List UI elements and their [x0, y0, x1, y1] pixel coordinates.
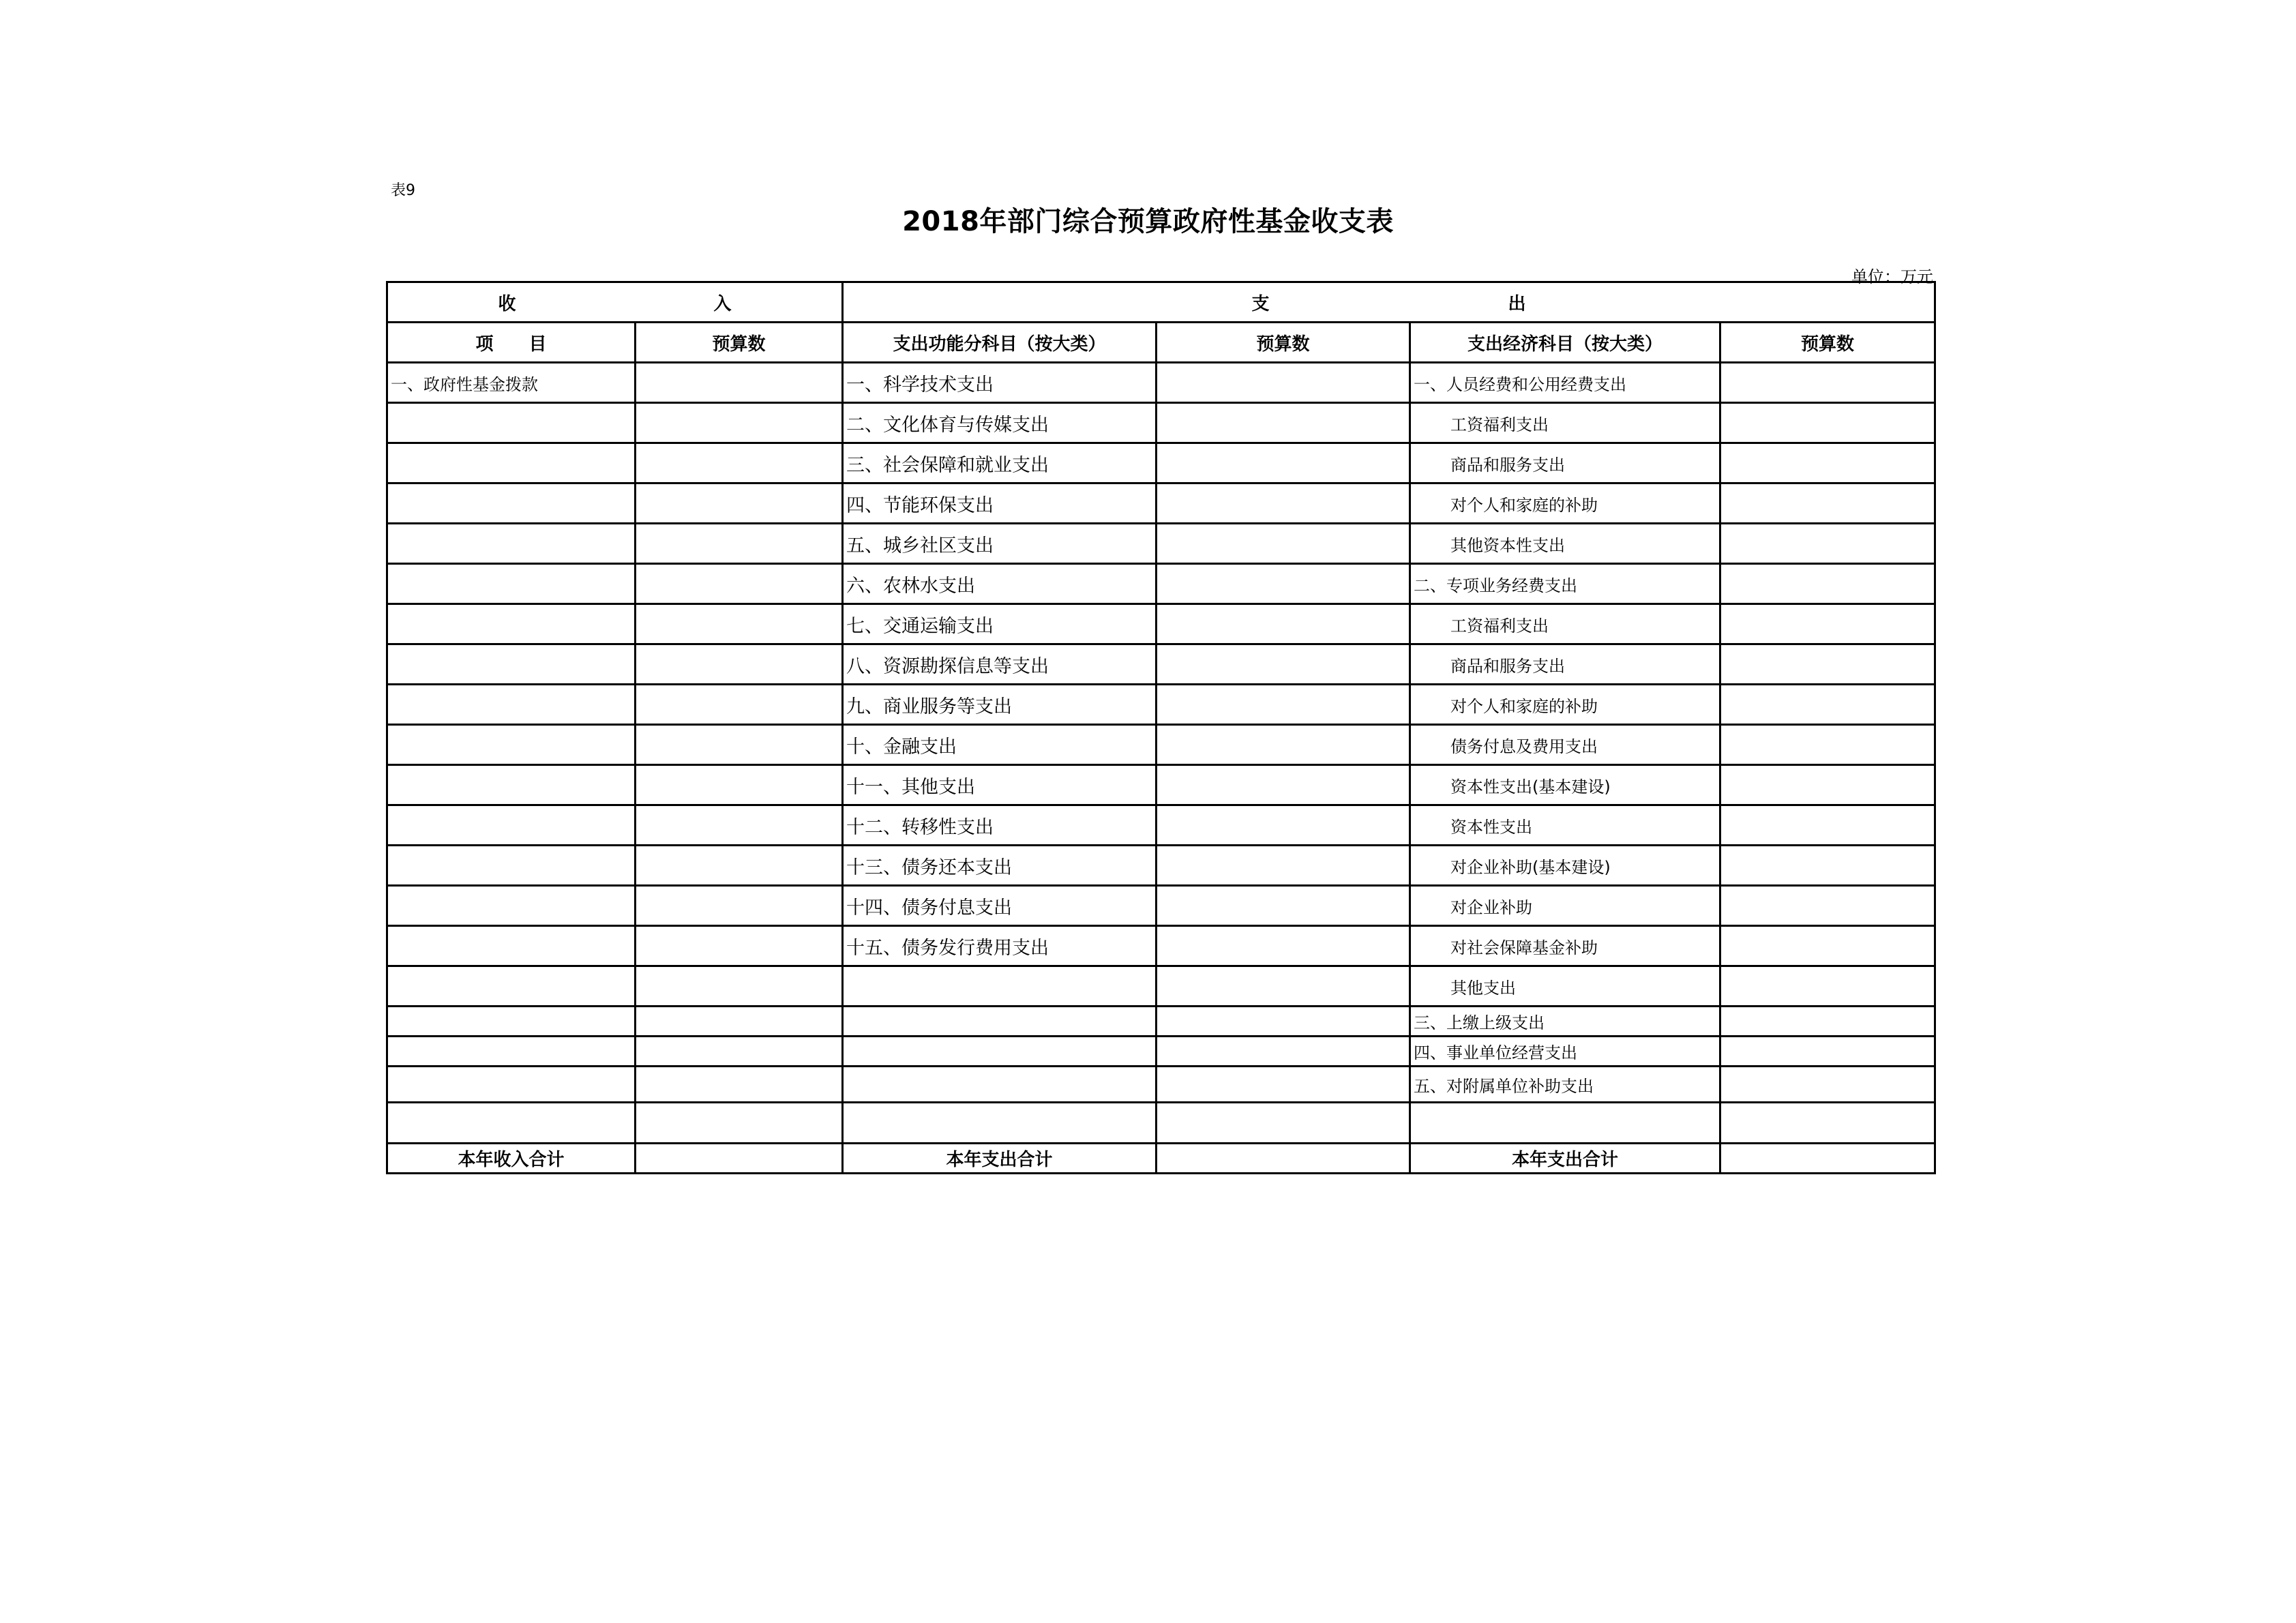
item-column-header [387, 323, 636, 363]
table-number: 表9 [391, 182, 415, 199]
func-subject-cell [843, 1103, 1157, 1144]
income-item-cell [387, 966, 636, 1007]
econ-subject-cell: 对社会保障基金补助 [1410, 926, 1720, 966]
func-subject-column-header: 支出功能分科目（按大类） [843, 323, 1157, 363]
func-budget-cell [1157, 846, 1410, 886]
table-row [387, 483, 1935, 524]
econ-budget-cell [1720, 604, 1935, 644]
func-budget-cell [1157, 685, 1410, 725]
func-budget-cell [1157, 966, 1410, 1007]
econ-subject-cell: 其他资本性支出 [1410, 524, 1720, 564]
func-subject-cell: 六、农林水支出 [843, 564, 1157, 604]
income-item-cell: 一、政府性基金拨款 [387, 363, 636, 403]
func-budget-cell [1157, 483, 1410, 524]
expense-group-label-a: 支 [1251, 293, 1270, 314]
func-budget-cell [1157, 403, 1410, 443]
table-row [387, 363, 1935, 403]
econ-budget-cell [1720, 363, 1935, 403]
table-row [387, 685, 1935, 725]
income-item-cell [387, 765, 636, 805]
income-budget-cell [636, 725, 843, 765]
income-item-cell [387, 926, 636, 966]
income-budget-cell [636, 846, 843, 886]
econ-subject-cell: 资本性支出(基本建设) [1410, 765, 1720, 805]
income-item-cell [387, 725, 636, 765]
header-row-columns [387, 323, 1935, 363]
income-item-cell [387, 403, 636, 443]
table-row [387, 805, 1935, 846]
econ-budget-cell [1720, 1037, 1935, 1067]
econ-subject-cell: 三、上缴上级支出 [1410, 1007, 1720, 1037]
func-total-label: 本年支出合计 [843, 1144, 1157, 1174]
econ-budget-cell [1720, 524, 1935, 564]
table-row [387, 644, 1935, 685]
econ-subject-cell: 二、专项业务经费支出 [1410, 564, 1720, 604]
econ-subject-cell: 工资福利支出 [1410, 604, 1720, 644]
econ-budget-cell [1720, 926, 1935, 966]
func-budget-cell [1157, 725, 1410, 765]
table-row [387, 846, 1935, 886]
econ-budget-cell [1720, 1067, 1935, 1103]
income-budget-cell [636, 1007, 843, 1037]
econ-budget-cell [1720, 403, 1935, 443]
income-budget-cell [636, 685, 843, 725]
func-budget-cell [1157, 886, 1410, 926]
expense-group-header [843, 282, 1935, 323]
econ-budget-cell [1720, 846, 1935, 886]
econ-subject-cell: 商品和服务支出 [1410, 443, 1720, 483]
econ-budget-cell [1720, 1007, 1935, 1037]
income-total-label: 本年收入合计 [387, 1144, 636, 1174]
func-subject-cell [843, 1067, 1157, 1103]
income-budget-cell [636, 403, 843, 443]
econ-subject-cell: 其他支出 [1410, 966, 1720, 1007]
econ-subject-cell: 工资福利支出 [1410, 403, 1720, 443]
income-budget-cell [636, 524, 843, 564]
func-subject-cell: 十一、其他支出 [843, 765, 1157, 805]
income-budget-cell [636, 483, 843, 524]
income-item-cell [387, 886, 636, 926]
table-row [387, 886, 1935, 926]
econ-subject-cell: 对企业补助 [1410, 886, 1720, 926]
func-budget-cell [1157, 644, 1410, 685]
func-subject-cell: 十三、债务还本支出 [843, 846, 1157, 886]
table-row [387, 1103, 1935, 1144]
table-row [387, 966, 1935, 1007]
func-budget-cell [1157, 1037, 1410, 1067]
func-subject-cell: 七、交通运输支出 [843, 604, 1157, 644]
income-group-label-b: 入 [713, 293, 732, 314]
income-item-cell [387, 846, 636, 886]
income-budget-cell [636, 805, 843, 846]
income-item-cell [387, 1103, 636, 1144]
table-row [387, 1007, 1935, 1037]
table-row [387, 564, 1935, 604]
func-subject-cell: 十二、转移性支出 [843, 805, 1157, 846]
func-subject-cell: 四、节能环保支出 [843, 483, 1157, 524]
func-subject-cell: 十、金融支出 [843, 725, 1157, 765]
econ-budget-cell [1720, 443, 1935, 483]
func-subject-cell: 五、城乡社区支出 [843, 524, 1157, 564]
func-subject-cell: 一、科学技术支出 [843, 363, 1157, 403]
econ-subject-cell: 资本性支出 [1410, 805, 1720, 846]
income-item-cell [387, 685, 636, 725]
func-budget-cell [1157, 524, 1410, 564]
item-label-a: 项 [475, 333, 494, 355]
func-budget-cell [1157, 604, 1410, 644]
table-row [387, 926, 1935, 966]
income-budget-cell [636, 1037, 843, 1067]
income-item-cell [387, 564, 636, 604]
econ-budget-cell [1720, 886, 1935, 926]
econ-budget-cell [1720, 685, 1935, 725]
income-budget-cell [636, 765, 843, 805]
header-row-groups [387, 282, 1935, 323]
econ-budget-cell [1720, 483, 1935, 524]
table-row [387, 1037, 1935, 1067]
func-budget-cell [1157, 926, 1410, 966]
income-budget-cell [636, 886, 843, 926]
func-subject-cell: 八、资源勘探信息等支出 [843, 644, 1157, 685]
econ-budget-cell [1720, 1103, 1935, 1144]
func-subject-cell [843, 966, 1157, 1007]
income-item-cell [387, 644, 636, 685]
func-subject-cell: 二、文化体育与传媒支出 [843, 403, 1157, 443]
income-group-header [387, 282, 843, 323]
income-total-value [636, 1144, 843, 1174]
income-group-label-a: 收 [498, 293, 516, 314]
unit-label: 单位：万元 [1851, 267, 1933, 286]
page-title: 2018年部门综合预算政府性基金收支表 [902, 206, 1394, 237]
econ-budget-cell [1720, 725, 1935, 765]
func-budget-cell [1157, 363, 1410, 403]
econ-budget-cell [1720, 966, 1935, 1007]
func-subject-cell: 九、商业服务等支出 [843, 685, 1157, 725]
expense-group-label-b: 出 [1508, 293, 1526, 314]
func-subject-cell: 十四、债务付息支出 [843, 886, 1157, 926]
func-subject-cell [843, 1037, 1157, 1067]
econ-subject-cell: 五、对附属单位补助支出 [1410, 1067, 1720, 1103]
func-subject-cell [843, 1007, 1157, 1037]
func-subject-cell: 十五、债务发行费用支出 [843, 926, 1157, 966]
table-row [387, 1067, 1935, 1103]
budget-column-header-2: 预算数 [1157, 323, 1410, 363]
econ-subject-cell: 对企业补助(基本建设) [1410, 846, 1720, 886]
func-budget-cell [1157, 443, 1410, 483]
econ-budget-cell [1720, 564, 1935, 604]
income-budget-cell [636, 644, 843, 685]
econ-subject-cell: 一、人员经费和公用经费支出 [1410, 363, 1720, 403]
income-budget-cell [636, 966, 843, 1007]
func-subject-cell: 三、社会保障和就业支出 [843, 443, 1157, 483]
budget-table [386, 281, 1936, 1174]
func-budget-cell [1157, 765, 1410, 805]
econ-subject-cell: 四、事业单位经营支出 [1410, 1037, 1720, 1067]
income-item-cell [387, 483, 636, 524]
item-label-b: 目 [528, 333, 547, 355]
income-item-cell [387, 1067, 636, 1103]
func-budget-cell [1157, 1103, 1410, 1144]
income-item-cell [387, 1007, 636, 1037]
econ-subject-cell [1410, 1103, 1720, 1144]
income-budget-cell [636, 604, 843, 644]
econ-subject-cell: 对个人和家庭的补助 [1410, 483, 1720, 524]
income-budget-cell [636, 564, 843, 604]
econ-subject-cell: 对个人和家庭的补助 [1410, 685, 1720, 725]
income-budget-cell [636, 363, 843, 403]
table-row [387, 524, 1935, 564]
econ-total-value [1720, 1144, 1935, 1174]
func-budget-cell [1157, 564, 1410, 604]
econ-subject-cell: 债务付息及费用支出 [1410, 725, 1720, 765]
table-row [387, 403, 1935, 443]
func-budget-cell [1157, 805, 1410, 846]
econ-budget-cell [1720, 644, 1935, 685]
income-budget-cell [636, 1067, 843, 1103]
econ-subject-column-header: 支出经济科目（按大类） [1410, 323, 1720, 363]
func-total-value [1157, 1144, 1410, 1174]
income-item-cell [387, 524, 636, 564]
income-item-cell [387, 443, 636, 483]
income-item-cell [387, 805, 636, 846]
budget-column-header-1: 预算数 [636, 323, 843, 363]
income-item-cell [387, 1037, 636, 1067]
income-budget-cell [636, 443, 843, 483]
totals-row [387, 1144, 1935, 1174]
econ-budget-cell [1720, 765, 1935, 805]
table-row [387, 604, 1935, 644]
income-budget-cell [636, 926, 843, 966]
func-budget-cell [1157, 1067, 1410, 1103]
income-item-cell [387, 604, 636, 644]
econ-subject-cell: 商品和服务支出 [1410, 644, 1720, 685]
table-row [387, 443, 1935, 483]
budget-column-header-3: 预算数 [1720, 323, 1935, 363]
income-budget-cell [636, 1103, 843, 1144]
econ-total-label: 本年支出合计 [1410, 1144, 1720, 1174]
table-row [387, 765, 1935, 805]
table-row [387, 725, 1935, 765]
func-budget-cell [1157, 1007, 1410, 1037]
econ-budget-cell [1720, 805, 1935, 846]
